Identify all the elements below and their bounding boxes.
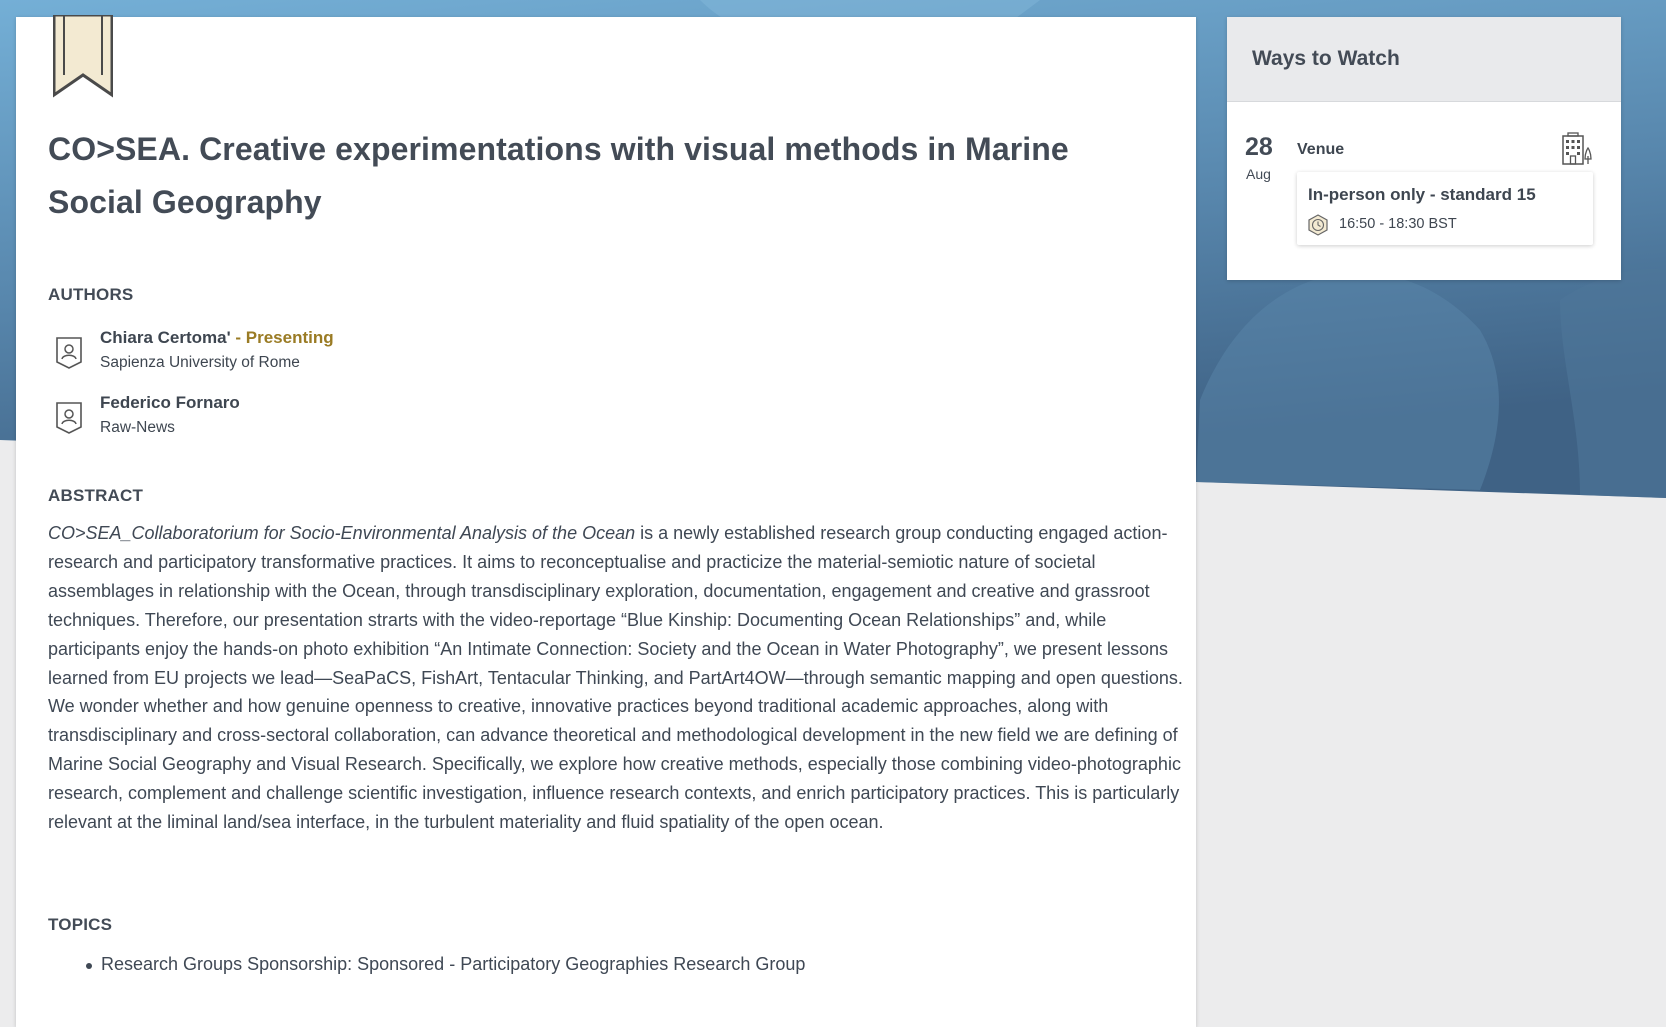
building-icon [1560,132,1594,166]
author-item [54,393,654,445]
author-name: Chiara Certoma' [100,328,231,347]
clock-icon [1307,214,1329,236]
topics-list [48,954,805,975]
bookmark-icon[interactable] [53,15,113,99]
author-affiliation: Sapienza University of Rome [100,354,300,371]
ways-to-watch-header [1227,17,1621,102]
venue-label: Venue [1297,141,1345,158]
session-details-card [16,17,1196,1027]
author-name-line [100,328,334,348]
author-item [54,328,654,380]
session-option-time: 16:50 - 18:30 BST [1339,216,1457,232]
abstract-heading: ABSTRACT [48,486,144,505]
session-option-name: In-person only - standard 15 [1308,185,1536,204]
presenting-label: - Presenting [235,328,334,347]
abstract-body: is a newly established research group conducting engaged action-research and participatory transformative practices. It aims to reconceptualise and practicize the material-semiotic nature of societal assemblages in relationship with the Ocean, through transdisciplinary exploration, documentation, engagement and creative and grassroot techniques. Therefore, our presentation strarts with the video-reportage “Blue Kinship: Documenting Ocean Relationships” and, while participants enjoy the hands-on photo exhibition “An Intimate Connection: Society and the Ocean in Water Photography”, we present lessons learned from EU projects we lead—SeaPaCS, FishArt, Tentacular Thinking, and PartArt4OW—through semantic mapping and open questions. We wonder whether and how genuine openness to creative, innovative practices beyond traditional academic approaches, along with transdisciplinary and cross-sectoral collaboration, can advance theoretical and methodological development in the new field we are defining of Marine Social Geography and Visual Research. Specifically, we explore how creative methods, especially those combining video-photographic research, complement and challenge scientific investigation, influence research contexts, and enrich participatory practices. This is particularly relevant at the liminal land/sea interface, in the turbulent materiality and fluid spatiality of the open ocean. [48,523,1183,833]
authors-heading: AUTHORS [48,285,134,304]
ways-to-watch-title: Ways to Watch [1252,47,1400,70]
author-affiliation: Raw-News [100,419,175,436]
author-name: Federico Fornaro [100,393,240,412]
session-option[interactable] [1297,172,1593,245]
author-badge-icon [54,401,84,435]
author-badge-icon [54,336,84,370]
abstract-text [48,519,1183,837]
author-name-line [100,393,240,413]
date-day: 28 [1245,133,1273,161]
date-month: Aug [1246,166,1271,182]
abstract-group-name: CO>SEA_Collaboratorium for Socio-Environmental Analysis of the Ocean [48,523,636,543]
session-title: CO>SEA. Creative experimentations with visual methods in Marine Social Geography [48,131,1069,220]
ways-to-watch-card [1227,17,1621,280]
topics-heading: TOPICS [48,915,113,934]
topic-item: Research Groups Sponsorship: Sponsored - Participatory Geographies Research Group [48,954,805,975]
